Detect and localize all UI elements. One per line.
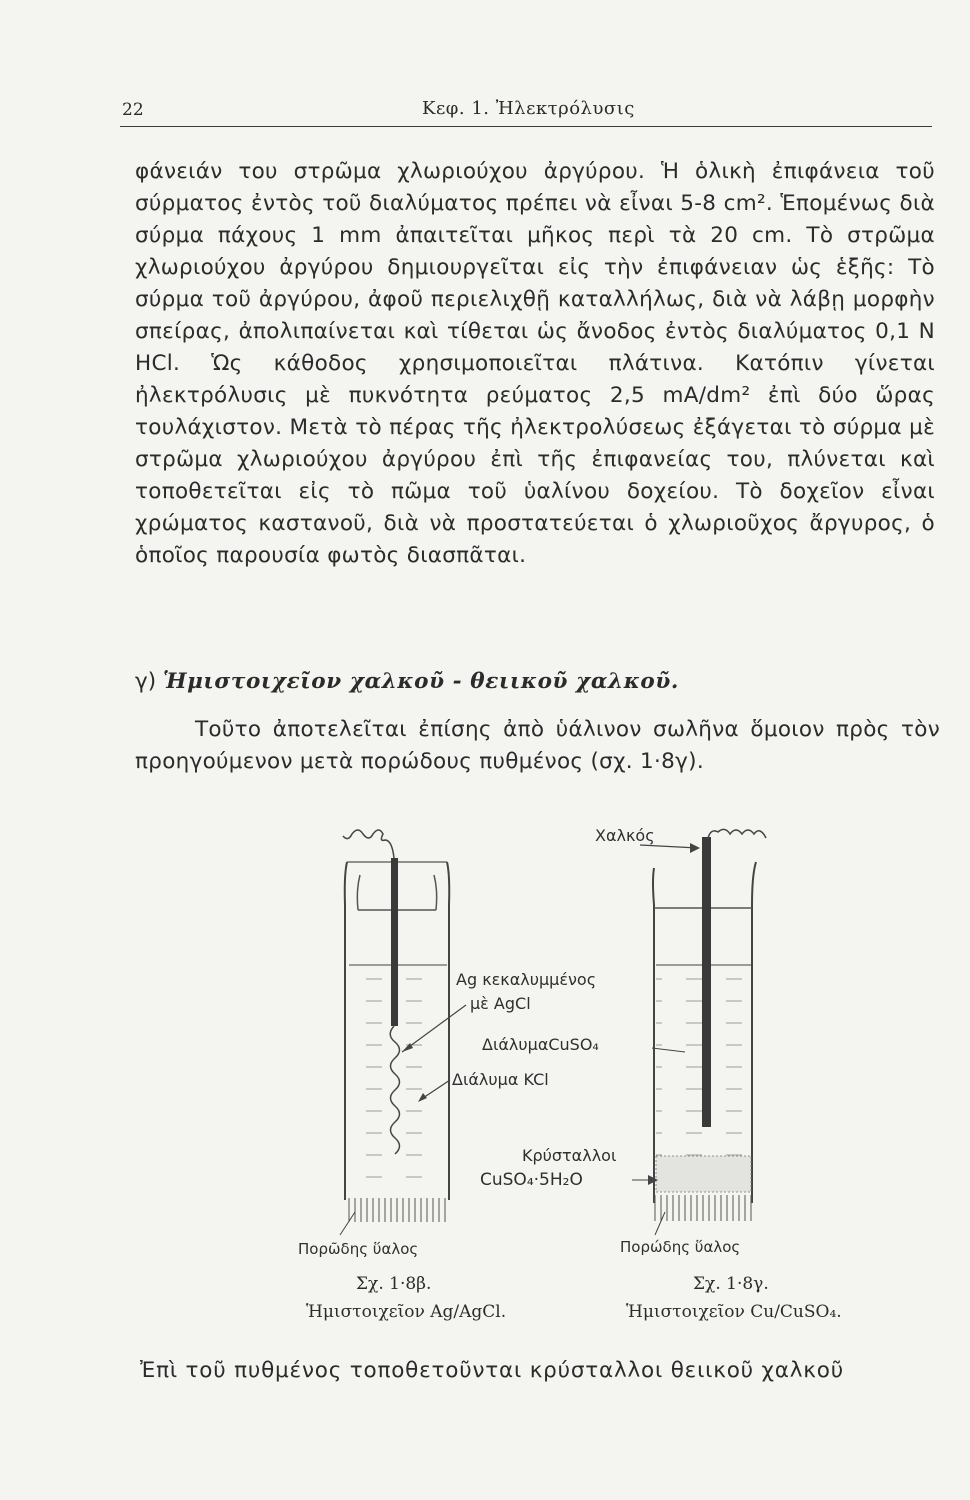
- paragraph-2: Τοῦτο ἀποτελεῖται ἐπίσης ἀπὸ ὑάλινον σωλῆνα ὅμοιον πρὸς τὸν προηγούμενον μετὰ πορώδους πυθμένος (σχ. 1·8γ).: [135, 717, 940, 774]
- paragraph-1: φάνειάν του στρῶμα χλωριούχου ἀργύρου. Ἡ ὁλικὴ ἐπιφάνεια τοῦ σύρματος ἐντὸς τοῦ διαλύματος πρέπει νὰ εἶναι 5-8 cm². Ἑπομένως διὰ σύρμα πάχους 1 mm ἀπαιτεῖται μῆκος περὶ τὰ 20 cm. Τὸ στρῶμα χλωριούχου ἀργύρου δημιουργεῖται εἰς τὴν ἐπιφάνειαν ὡς ἑξῆς: Τὸ σύρμα τοῦ ἀργύρου, ἀφοῦ περιελιχθῇ καταλλήλως, διὰ νὰ λάβῃ μορφὴν σπείρας, ἀπολιπαίνεται καὶ τίθεται ὡς ἄνοδος ἐντὸς διαλύματος 0,1 N HCl. Ὡς κάθοδος χρησιμοποιεῖται πλάτινα. Κατόπιν γίνεται ἠλεκτρόλυσις μὲ πυκνότητα ρεύματος 2,5 mA/dm² ἐπὶ δύο ὥρας τουλάχιστον. Μετὰ τὸ πέρας τῆς ἠλεκτρολύσεως ἐξάγεται τὸ σύρμα μὲ στρῶμα χλωριούχου ἀργύρου ἐπὶ τῆς ἐπιφανείας του, πλύνεται καὶ τοποθετεῖται εἰς τὸ πῶμα τοῦ ὑαλίνου δοχείου. Τὸ δοχεῖον εἶναι χρώματος καστανοῦ, διὰ νὰ προστατεύεται ὁ χλωριοῦχος ἄργυρος, ὁ ὁποῖος παρουσία φωτὸς διασπᾶται.: [135, 159, 935, 568]
- caption-right-text: Ἡμιστοιχεῖον Cu/CuSO₄.: [626, 1302, 842, 1322]
- label-kcl-solution: Διάλυμα KCl: [452, 1070, 549, 1089]
- caption-left-number: Σχ. 1·8β.: [356, 1274, 432, 1294]
- label-porous-glass-right: Πορώδης ὕαλος: [620, 1238, 741, 1256]
- label-copper: Χαλκός: [595, 826, 655, 845]
- page-number: 22: [122, 100, 144, 120]
- wire-coil-icon: [708, 829, 766, 838]
- label-crystals-2: CuSO₄·5H₂O: [480, 1170, 583, 1190]
- label-cuso4-solution: ΔιάλυμαCuSO₄: [482, 1035, 599, 1054]
- label-porous-glass-left: Πορῶδης ὕαλος: [298, 1240, 419, 1258]
- section-title: Ἡμιστοιχεῖον χαλκοῦ - θειικοῦ χαλκοῦ.: [162, 669, 679, 694]
- caption-right-number: Σχ. 1·8γ.: [693, 1274, 769, 1294]
- running-head: Κεφ. 1. Ἠλεκτρόλυσις: [422, 98, 635, 119]
- crystals-layer: [656, 1156, 751, 1192]
- label-ag-coated-1: Ag κεκαλυμμένος: [456, 970, 597, 989]
- section-letter: γ): [135, 669, 157, 694]
- porous-glass-right: [654, 1195, 752, 1221]
- label-ag-coated-2: μὲ AgCl: [470, 994, 531, 1013]
- label-crystals-1: Κρύσταλλοι: [522, 1146, 617, 1165]
- caption-left-text: Ἡμιστοιχεῖον Ag/AgCl.: [306, 1302, 507, 1322]
- paragraph-3: Ἐπὶ τοῦ πυθμένος τοποθετοῦνται κρύσταλλοι θειικοῦ χαλκοῦ: [140, 1358, 844, 1383]
- porous-glass-left: [345, 1198, 449, 1222]
- wire-coil-icon: [343, 830, 394, 858]
